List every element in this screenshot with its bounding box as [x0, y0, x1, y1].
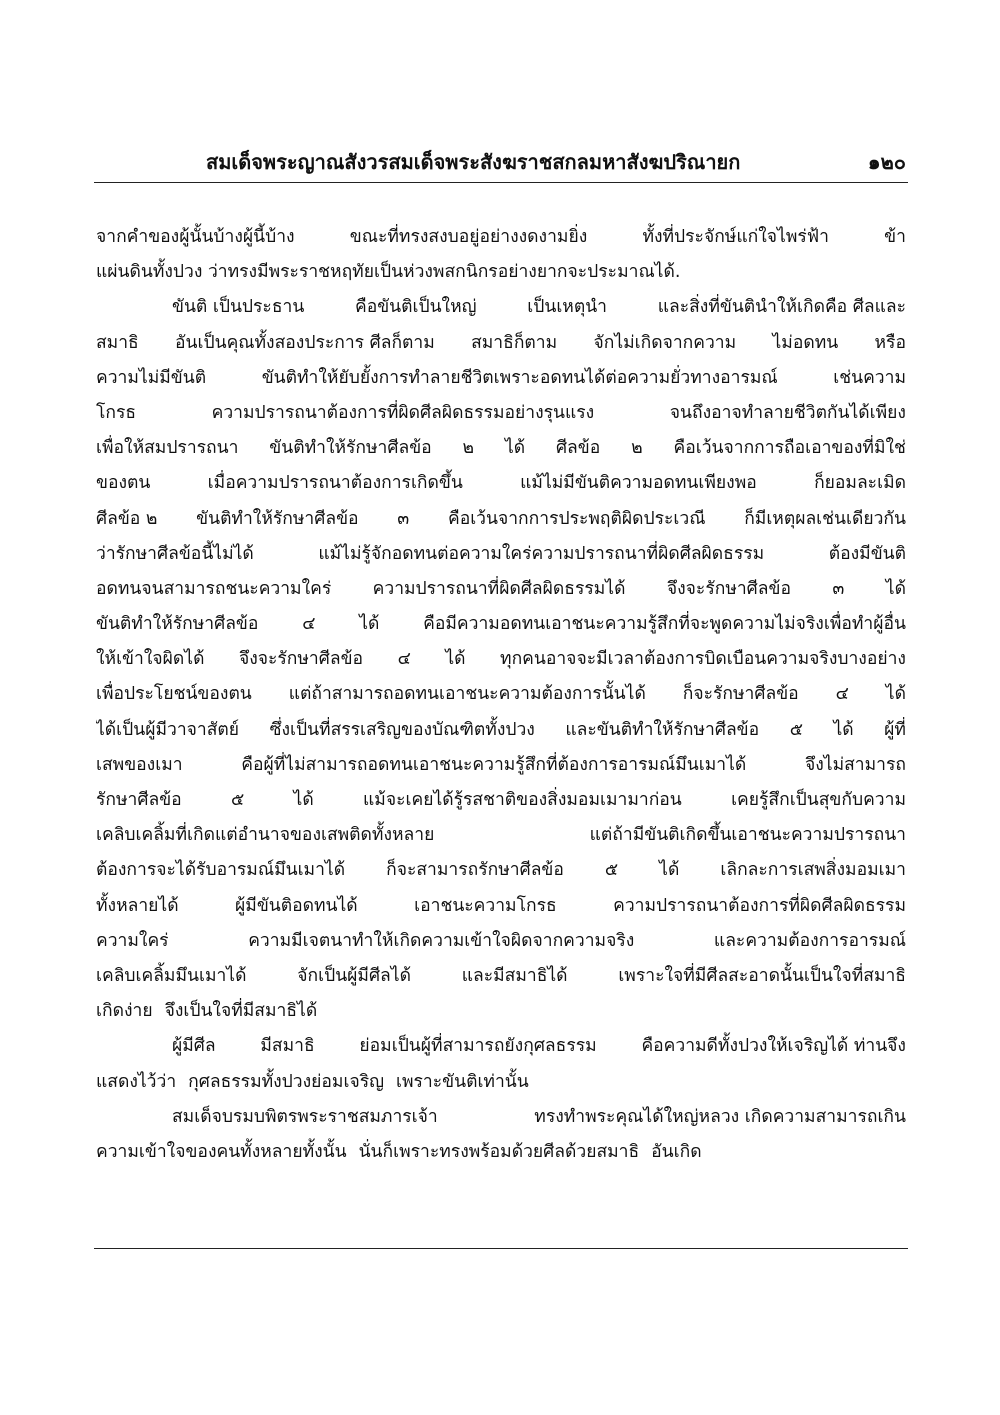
text-line: [96, 363, 906, 398]
text-chunk: อดทนจนสามารถชนะความใคร่: [96, 578, 332, 599]
text-chunk: ว่ารักษาศีลข้อนี้ไม่ได้: [96, 543, 254, 564]
text-chunk: ได้: [885, 684, 906, 705]
text-chunk: ได้: [659, 860, 680, 881]
text-chunk: ของตน: [96, 473, 151, 494]
text-chunk: ได้: [833, 719, 854, 740]
text-chunk: หรือ: [874, 332, 906, 353]
text-chunk: แม้ไม่รู้จักอดทนต่อความใคร่ความปรารถนาที่ผิดศีลผิดธรรม: [318, 543, 765, 564]
text-chunk: สมเด็จบรมบพิตรพระราชสมภารเจ้า: [172, 1106, 438, 1127]
text-chunk: ความไม่มีขันติ: [96, 367, 207, 388]
text-chunk: และความต้องการอารมณ์: [713, 930, 906, 951]
text-chunk: คือความดีทั้งปวงให้เจริญได้ ท่านจึง: [641, 1036, 906, 1057]
text-chunk: จึงจะรักษาศีลข้อ: [238, 649, 364, 670]
text-line: [96, 292, 906, 327]
text-chunk: เพราะใจที่มีศีลสะอาดนั้นเป็นใจที่สมาธิ: [618, 965, 906, 986]
text-chunk: และขันติทำให้รักษาศีลข้อ: [565, 719, 760, 740]
text-line: [96, 961, 906, 996]
text-chunk: ขันติทำให้รักษาศีลข้อ: [269, 438, 432, 459]
text-chunk: ศีลข้อ: [555, 438, 601, 459]
text-chunk: เมื่อความปรารถนาต้องการเกิดขึ้น: [207, 473, 463, 494]
text-line: [96, 891, 906, 926]
text-chunk: ขณะที่ทรงสงบอยู่อย่างงดงามยิ่ง: [349, 227, 588, 247]
text-chunk: ๒: [462, 438, 475, 459]
text-chunk: ทั้งหลายได้: [96, 895, 179, 916]
text-chunk: ความปรารถนาที่ผิดศีลผิดธรรมได้: [372, 578, 626, 599]
text-chunk: คือขันติเป็นใหญ่: [355, 297, 477, 318]
header-title: สมเด็จพระญาณสังวรสมเด็จพระสังฆราชสกลมหาสังฆปริณายก: [206, 150, 741, 174]
text-chunk: ไม่อดทน: [772, 332, 839, 353]
body-text: [96, 222, 906, 1172]
text-chunk: ได้: [293, 790, 314, 810]
text-chunk: ต้องมีขันติ: [828, 543, 906, 564]
text-chunk: นั่นก็เพราะทรงพร้อมด้วยศีลด้วยสมาธิ: [358, 1141, 640, 1162]
text-line: [96, 1067, 906, 1102]
text-line: [96, 328, 906, 363]
text-chunk: ความมีเจตนาทำให้เกิดความเข้าใจผิดจากความจริง: [248, 930, 635, 951]
text-chunk: แม้จะเคยได้รู้รสชาติของสิ่งมอมเมามาก่อน: [363, 790, 682, 810]
text-chunk: ผู้ที่: [884, 719, 906, 740]
text-line: [96, 1031, 906, 1066]
text-chunk: เอาชนะความโกรธ: [414, 895, 557, 916]
text-chunk: คือเว้นจากการถือเอาของที่มิใช่: [673, 438, 906, 459]
text-chunk: ๓: [832, 578, 845, 599]
text-chunk: สมาธิก็ตาม: [471, 332, 558, 353]
text-chunk: ทุกคนอาจจะมีเวลาต้องการบิดเบือนความจริงบางอย่าง: [500, 649, 906, 670]
text-chunk: แม้ไม่มีขันติความอดทนเพียงพอ: [520, 473, 757, 494]
text-chunk: จึงไม่สามารถ: [804, 754, 906, 775]
text-chunk: ๔: [397, 649, 411, 670]
text-chunk: ให้เข้าใจผิดได้: [96, 649, 205, 670]
text-chunk: เพราะขันติเท่านั้น: [396, 1071, 529, 1092]
text-chunk: ก็ยอมละเมิด: [814, 473, 906, 494]
text-chunk: ได้: [359, 614, 380, 635]
text-line: [96, 715, 906, 750]
text-chunk: ซึ่งเป็นที่สรรเสริญของบัณฑิตทั้งปวง: [269, 719, 535, 740]
text-chunk: ได้: [885, 578, 906, 599]
text-chunk: อันเป็นคุณทั้งสองประการ ศีลก็ตาม: [175, 332, 435, 353]
text-line: [96, 609, 906, 644]
text-chunk: ผู้มีขันติอดทนได้: [235, 895, 358, 916]
text-line: [96, 539, 906, 574]
text-chunk: โกรธ: [96, 402, 137, 423]
text-chunk: ความปรารถนาต้องการที่ผิดศีลผิดธรรม: [613, 895, 906, 916]
text-chunk: อันเกิด: [651, 1141, 702, 1162]
text-chunk: ศีลข้อ ๒: [96, 508, 158, 529]
text-chunk: คือเว้นจากการประพฤติผิดประเวณี: [447, 508, 706, 529]
text-chunk: จากคำของผู้นั้นบ้างผู้นี้บ้าง: [96, 227, 295, 247]
text-chunk: ๓: [397, 508, 410, 529]
text-chunk: กุศลธรรมทั้งปวงย่อมเจริญ: [188, 1071, 385, 1092]
text-chunk: ขันติ เป็นประธาน: [172, 297, 305, 318]
text-chunk: ย่อมเป็นผู้ที่สามารถยังกุศลธรรม: [359, 1036, 597, 1057]
text-line: [96, 1102, 906, 1137]
text-chunk: ๔: [835, 684, 849, 705]
text-chunk: ได้: [445, 649, 466, 670]
text-chunk: แผ่นดินทั้งปวง ว่าทรงมีพระราชหฤทัยเป็นห่วงพสกนิกรอย่างยากจะประมาณได้.: [96, 262, 681, 283]
text-line: [96, 504, 906, 539]
text-chunk: ความปรารถนาต้องการที่ผิดศีลผิดธรรมอย่างรุนแรง: [211, 402, 595, 423]
text-chunk: เคลิบเคลิ้มที่เกิดแต่อำนาจของเสพติดทั้งหลาย: [96, 825, 435, 846]
text-line: [96, 644, 906, 679]
text-line: [96, 926, 906, 961]
text-chunk: ๔: [302, 614, 316, 635]
text-chunk: จักเป็นผู้มีศีลได้: [297, 965, 411, 986]
text-chunk: ทรงทำพระคุณได้ใหญ่หลวง เกิดความสามารถเกิน: [534, 1106, 906, 1127]
text-chunk: ก็จะสามารถรักษาศีลข้อ: [386, 860, 564, 881]
text-line: [96, 679, 906, 714]
text-chunk: คือผู้ที่ไม่สามารถอดทนเอาชนะความรู้สึกที่ต้องการอารมณ์มึนเมาได้: [241, 754, 747, 775]
text-chunk: เคลิบเคลิ้มมึนเมาได้: [96, 965, 247, 986]
text-chunk: ขันติทำให้รักษาศีลข้อ: [96, 614, 259, 635]
text-line: [96, 785, 906, 820]
text-chunk: ผู้มีศีล: [172, 1036, 216, 1057]
text-chunk: แต่ถ้าสามารถอดทนเอาชนะความต้องการนั้นได้: [288, 684, 646, 705]
text-chunk: จนถึงอาจทำลายชีวิตกันได้เพียง: [669, 402, 906, 423]
text-chunk: เคยรู้สึกเป็นสุขกับความ: [731, 790, 906, 810]
text-chunk: เป็นเหตุนำ: [527, 297, 607, 318]
text-chunk: จึงจะรักษาศีลข้อ: [666, 578, 791, 599]
text-chunk: ต้องการจะได้รับอารมณ์มึนเมาได้: [96, 860, 346, 881]
text-line: [96, 820, 906, 855]
text-line: [96, 1137, 906, 1172]
text-chunk: ความเข้าใจของคนทั้งหลายทั้งนั้น: [96, 1141, 347, 1162]
footer-rule: [94, 1248, 908, 1249]
text-line: [96, 996, 906, 1031]
text-chunk: เสพของเมา: [96, 754, 183, 775]
text-chunk: ๒: [631, 438, 643, 459]
text-chunk: เช่นความ: [833, 367, 906, 388]
text-line: [96, 750, 906, 785]
text-chunk: ข้า: [884, 227, 906, 247]
text-chunk: เลิกละการเสพสิ่งมอมเมา: [720, 860, 906, 881]
text-line: [96, 468, 906, 503]
text-line: [96, 398, 906, 433]
text-line: [96, 855, 906, 890]
text-chunk: สมาธิ: [96, 332, 139, 353]
text-line: [96, 574, 906, 609]
text-chunk: แสดงไว้ว่า: [96, 1071, 177, 1092]
text-chunk: ขันติทำให้รักษาศีลข้อ: [196, 508, 359, 529]
text-chunk: แต่ถ้ามีขันติเกิดขึ้นเอาชนะความปรารถนา: [589, 825, 906, 846]
text-chunk: เพื่อประโยชน์ของตน: [96, 684, 252, 705]
text-chunk: จึงเป็นใจที่มีสมาธิได้: [164, 1001, 318, 1022]
text-chunk: และสิ่งที่ขันตินำให้เกิดคือ ศีลและ: [657, 297, 906, 318]
text-chunk: ๕: [230, 790, 245, 810]
text-chunk: คือมีความอดทนเอาชนะความรู้สึกที่จะพูดความไม่จริงเพื่อทำผู้อื่น: [423, 614, 906, 635]
page-number: ๑๒๐: [867, 150, 906, 174]
header-rule: [94, 182, 908, 183]
text-chunk: เพื่อให้สมปรารถนา: [96, 438, 239, 459]
text-chunk: เกิดง่าย: [96, 1001, 153, 1022]
running-header: [94, 140, 908, 180]
text-chunk: ก็จะรักษาศีลข้อ: [682, 684, 799, 705]
text-chunk: ๕: [604, 860, 619, 881]
text-chunk: ขันติทำให้ยับยั้งการทำลายชีวิตเพราะอดทนได้ต่อความยั่วทางอารมณ์: [261, 367, 778, 388]
text-chunk: รักษาศีลข้อ: [96, 790, 182, 810]
text-chunk: ก็มีเหตุผลเช่นเดียวกัน: [744, 508, 906, 529]
text-chunk: ๕: [789, 719, 803, 740]
text-chunk: ความใคร่: [96, 930, 169, 951]
text-chunk: จักไม่เกิดจากความ: [593, 332, 737, 353]
text-line: [96, 257, 906, 292]
text-chunk: มีสมาธิ: [260, 1036, 315, 1057]
text-chunk: และมีสมาธิได้: [461, 965, 568, 986]
text-chunk: ได้: [504, 438, 526, 459]
text-chunk: ทั้งที่ประจักษ์แก่ใจไพร่ฟ้า: [642, 227, 829, 247]
text-line: [96, 433, 906, 468]
text-chunk: ได้เป็นผู้มีวาจาสัตย์: [96, 719, 240, 740]
text-line: [96, 222, 906, 257]
